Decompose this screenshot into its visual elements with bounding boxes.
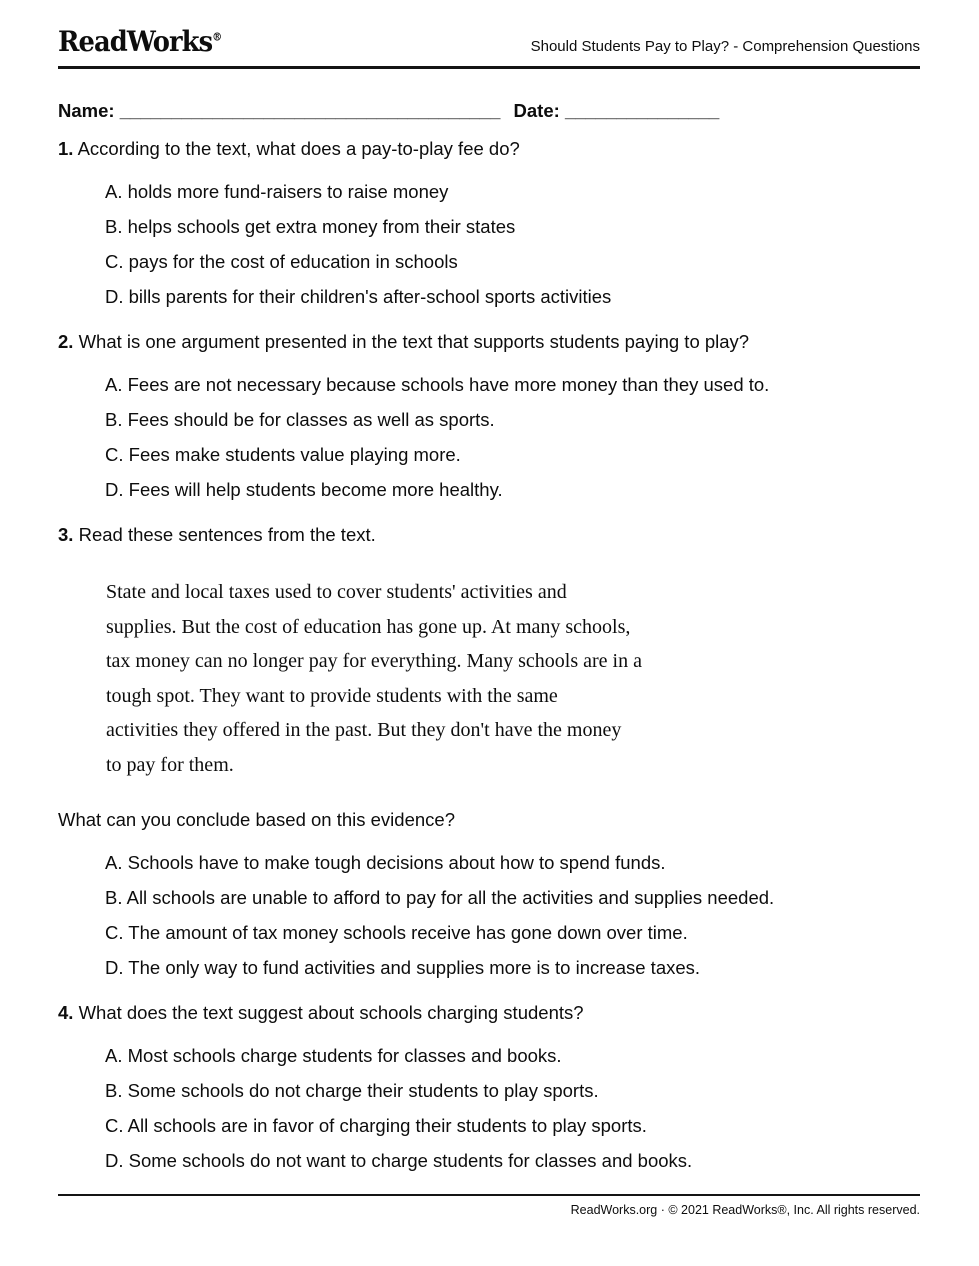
question-2-option-c: C. Fees make students value playing more. — [105, 444, 461, 465]
question-4-option-d: D. Some schools do not want to charge students for classes and books. — [105, 1150, 693, 1171]
quote-line: activities they offered in the past. But they don't have the money — [106, 719, 622, 741]
question-2-prompt: What is one argument presented in the text that supports students paying to play? — [78, 331, 750, 352]
footer-copyright: ReadWorks.org · © 2021 ReadWorks®, Inc. All rights reserved. — [570, 1203, 920, 1217]
question-1-option-b: B. helps schools get extra money from their states — [105, 216, 516, 237]
readworks-logo — [58, 25, 222, 58]
quote-line: supplies. But the cost of education has gone up. At many schools, — [106, 615, 631, 638]
question-3-option-b: B. All schools are unable to afford to pay for all the activities and supplies needed. — [105, 887, 775, 908]
question-1-option-c: C. pays for the cost of education in schools — [105, 251, 458, 272]
question-4-option-b: B. Some schools do not charge their students to play sports. — [105, 1080, 599, 1101]
question-2-option-a: A. Fees are not necessary because schools have more money than they used to. — [105, 374, 770, 395]
question-3-stem — [58, 523, 920, 547]
question-1-option-d: D. bills parents for their children's after-school sports activities — [105, 286, 612, 307]
name-blank-line: _____________________________________ — [119, 100, 501, 121]
quote-line: tough spot. They want to provide students with the same — [106, 684, 558, 707]
question-1-stem — [58, 137, 920, 161]
question-4-prompt: What does the text suggest about schools charging students? — [78, 1002, 584, 1023]
date-label: Date: — [513, 100, 560, 121]
page-footer — [58, 1194, 920, 1218]
registered-trademark-icon: ® — [212, 30, 223, 44]
question-3-followup: What can you conclude based on this evidence? — [58, 809, 455, 830]
question-3 — [58, 523, 920, 980]
question-2-option-b: B. Fees should be for classes as well as sports. — [105, 409, 495, 430]
question-4-stem — [58, 1001, 920, 1025]
readworks-logo-text: ReadWorks — [58, 25, 213, 58]
question-4-option-a: A. Most schools charge students for classes and books. — [105, 1045, 562, 1066]
name-date-row — [58, 99, 920, 123]
question-4-number: 4. — [58, 1002, 74, 1023]
quote-line: State and local taxes used to cover students' activities and — [106, 581, 567, 603]
question-4-option-c: C. All schools are in favor of charging their students to play sports. — [105, 1115, 647, 1136]
question-1-number: 1. — [58, 138, 74, 159]
question-1-option-a: A. holds more fund-raisers to raise money — [105, 181, 449, 202]
question-3-option-c: C. The amount of tax money schools receive has gone down over time. — [105, 922, 688, 943]
question-4 — [58, 1001, 920, 1173]
quote-line: tax money can no longer pay for everything. Many schools are in a — [106, 650, 642, 672]
question-3-option-d: D. The only way to fund activities and supplies more is to increase taxes. — [105, 957, 701, 978]
question-2-number: 2. — [58, 331, 74, 352]
question-1-prompt: According to the text, what does a pay-to-play fee do? — [77, 138, 520, 159]
date-blank-line: _______________ — [564, 100, 720, 121]
question-3-option-a: A. Schools have to make tough decisions about how to spend funds. — [105, 852, 666, 873]
question-2-option-d: D. Fees will help students become more healthy. — [105, 479, 503, 500]
document-title: Should Students Pay to Play? - Comprehension Questions — [530, 38, 920, 55]
question-3-number: 3. — [58, 524, 74, 545]
page-header — [58, 0, 920, 69]
question-2 — [58, 330, 920, 502]
question-2-stem — [58, 330, 920, 354]
text-excerpt-quote — [106, 575, 920, 782]
question-3-prompt: Read these sentences from the text. — [78, 524, 376, 545]
name-label: Name: — [58, 100, 115, 121]
quote-line: to pay for them. — [106, 753, 234, 776]
question-1 — [58, 137, 920, 309]
